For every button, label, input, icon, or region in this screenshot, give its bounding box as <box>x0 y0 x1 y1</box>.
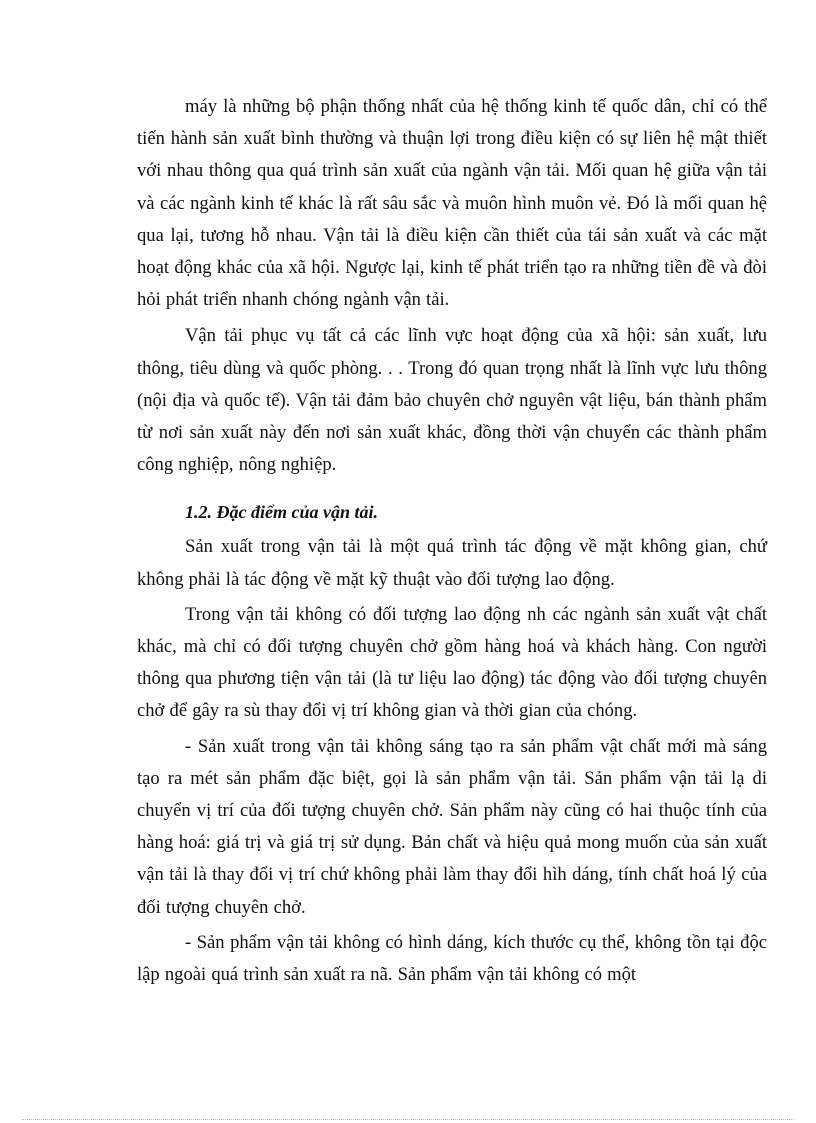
document-page <box>137 91 767 991</box>
body-paragraph: - Sản phẩm vận tải không có hình dáng, kích thước cụ thể, không tồn tại độc lập ngoài quá trình sản xuất ra nã. Sản phẩm vận tải không có một <box>137 931 767 986</box>
body-paragraph: Sản xuất trong vận tải là một quá trình tác động về mặt không gian, chứ không phải là tác động về mặt kỹ thuật vào đối tượng lao động. <box>137 536 767 590</box>
body-paragraph: Vận tải phục vụ tất cả các lĩnh vực hoạt động của xã hội: sản xuất, lưu thông, tiêu dùng và quốc phòng. . . Trong đó quan trọng nhất là lĩnh vực lưu thông (nội địa và quốc tế). Vận tải đảm bảo chuyên chở nguyên vật liệu, bán thành phẩm từ nơi sản xuất này đến nơi sản xuất khác, đồng thời vận chuyển các thành phẩm công nghiệp, nông nghiệp. <box>137 325 767 476</box>
section-heading: 1.2. Đặc điểm của vận tải. <box>185 502 378 523</box>
body-paragraph: Trong vận tải không có đối tượng lao động nh các ngành sản xuất vật chất khác, mà chỉ có đối tượng chuyên chở gồm hàng hoá và khách hàng. Con người thông qua phương tiện vận tải (là tư liệu lao động) tác động vào đối tượng chuyên chở để gây ra sù thay đổi vị trí không gian và thời gian của chóng. <box>137 603 767 722</box>
body-paragraph: máy là những bộ phận thống nhất của hệ thống kinh tế quốc dân, chỉ có thể tiến hành sản xuất bình thường và thuận lợi trong điều kiện có sự liên hệ mật thiết với nhau thông qua quá trình sản xuất của ngành vận tải. Mối quan hệ giữa vận tải và các ngành kinh tế khác là rất sâu sắc và muôn hình muôn vẻ. Đó là mối quan hệ qua lại, tương hỗ nhau. Vận tải là điều kiện cần thiết của tái sản xuất và các mặt hoạt động khác của xã hội. Ngược lại, kinh tế phát triển tạo ra những tiền đề và đòi hỏi phát triển nhanh chóng ngành vận tải. <box>137 96 767 311</box>
body-paragraph: - Sản xuất trong vận tải không sáng tạo ra sản phẩm vật chất mới mà sáng tạo ra mét sản phẩm đặc biệt, gọi là sản phẩm vận tải. Sản phẩm vận tải lạ di chuyển vị trí của đối tượng chuyên chở. Sản phẩm này cũng có hai thuộc tính của hàng hoá: giá trị và giá trị sử dụng. Bản chất và hiệu quả mong muốn của sản xuất vận tải là thay đổi vị trí chứ không phải làm thay đổi hìh dáng, tính chất hoá lý của đối tượng chuyên chở. <box>137 735 767 918</box>
page-bottom-divider <box>22 1119 794 1120</box>
